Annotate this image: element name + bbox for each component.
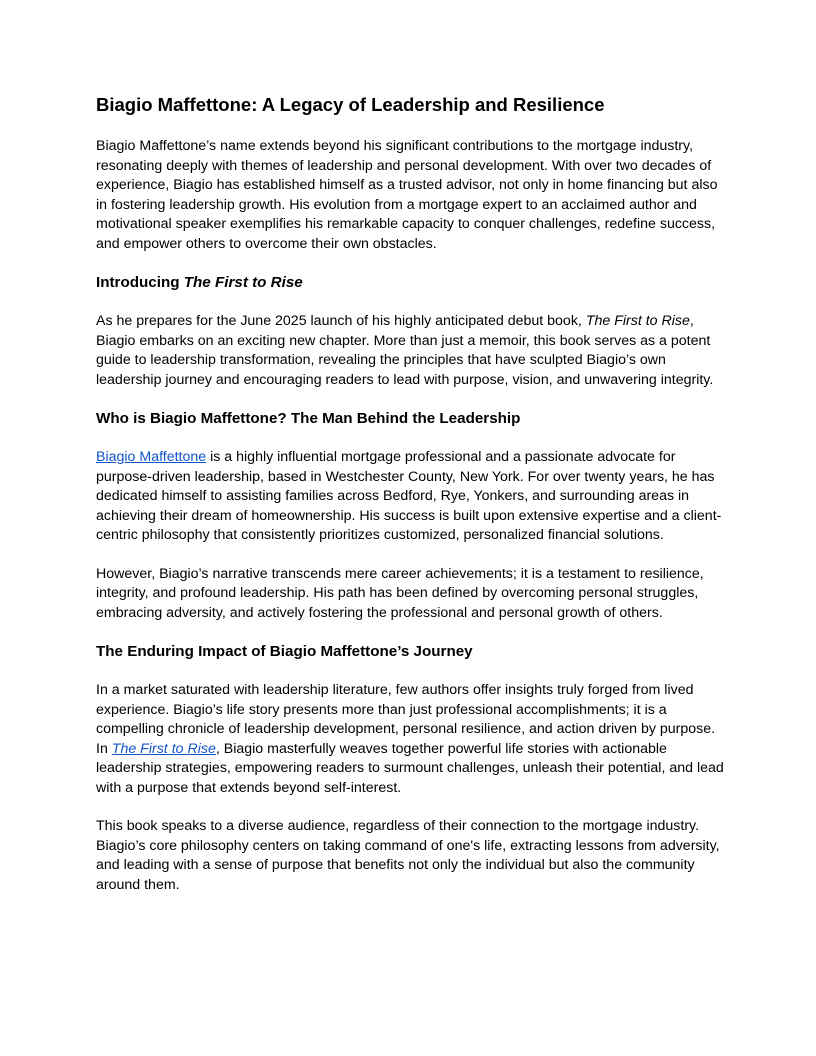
section-heading-who-is: Who is Biagio Maffettone? The Man Behind the Leadership (96, 410, 521, 427)
section-heading-introducing (96, 273, 724, 293)
paragraph-text: In a market saturated with leadership literature, few authors offer insights truly forged from lived experience. Biagio’s life story presents more than just professional accomplishments; it is a compelling chronicle of leadership development, personal resilience, and action driven by purpose. In (96, 682, 716, 757)
paragraph-text: , Biagio masterfully weaves together powerful life stories with actionable leadership strategies, empowering readers to surmount challenges, unleash their potential, and lead with a purpose that extends beyond self-interest. (96, 740, 724, 796)
paragraph-text: is a highly influential mortgage professional and a passionate advocate for purpose-driven leadership, based in Westchester County, New York. For over twenty years, he has dedicated himself to assisting families across Bedford, Rye, Yonkers, and surrounding areas in achieving their dream of homeownership. His success is built upon extensive expertise and a client-centric philosophy that consistently prioritizes customized, personalized financial solutions. (96, 449, 722, 543)
document-page (96, 92, 724, 914)
biagio-maffettone-link[interactable]: Biagio Maffettone (96, 449, 207, 465)
impact-paragraph-2: This book speaks to a diverse audience, regardless of their connection to the mortgage industry. Biagio’s core philosophy centers on taking command of one's life, extracting lessons from adversity, and leading with a sense of purpose that benefits not only the individual but also the community around them. (96, 818, 720, 893)
impact-paragraph-1 (96, 681, 724, 798)
document-title: Biagio Maffettone: A Legacy of Leadership and Resilience (96, 94, 605, 115)
who-is-paragraph-1 (96, 448, 724, 546)
paragraph-text: , Biagio embarks on an exciting new chapter. More than just a memoir, this book serves as a potent guide to leadership transformation, revealing the principles that have sculpted Biagio’s own leadership journey and encouraging readers to lead with purpose, vision, and unwavering integrity. (96, 313, 714, 388)
heading-prefix: Introducing (96, 274, 184, 291)
book-title-link[interactable] (112, 741, 216, 757)
who-is-paragraph-2: However, Biagio’s narrative transcends mere career achievements; it is a testament to resilience, integrity, and profound leadership. His path has been defined by overcoming personal struggles, embracing adversity, and actively fostering the professional and personal growth of others. (96, 565, 704, 621)
section-heading-impact: The Enduring Impact of Biagio Maffettone’s Journey (96, 643, 473, 660)
book-title-link-text: The First to Rise (111, 740, 216, 757)
intro-paragraph: Biagio Maffettone’s name extends beyond his significant contributions to the mortgage industry, resonating deeply with themes of leadership and personal development. With over two decades of experience, Biagio has established himself as a trusted advisor, not only in home financing but also in fostering leadership growth. His evolution from a mortgage expert to an acclaimed author and motivational speaker exemplifies his remarkable capacity to conquer challenges, redefine success, and empower others to overcome their own obstacles. (96, 138, 718, 252)
introducing-paragraph (96, 312, 724, 390)
book-title-italic: The First to Rise (585, 313, 690, 329)
paragraph-text: As he prepares for the June 2025 launch of his highly anticipated debut book, (96, 313, 586, 329)
heading-book-title: The First to Rise (183, 274, 303, 291)
